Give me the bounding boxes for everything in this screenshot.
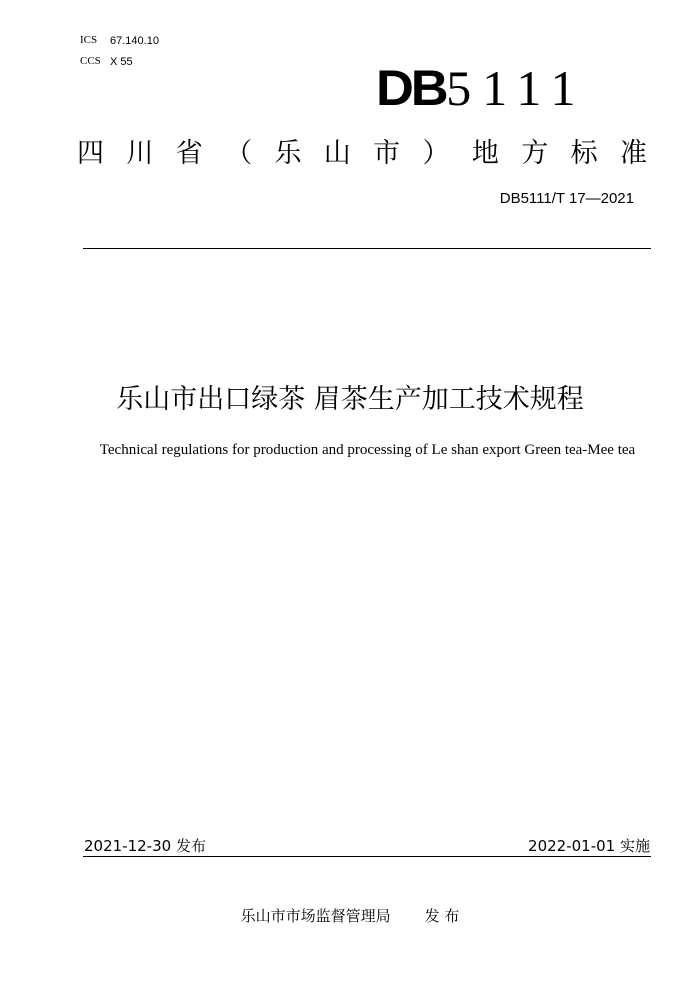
org-title-char: （ [225, 138, 253, 169]
db-logo [376, 62, 587, 114]
org-title-char: 市 [373, 138, 401, 169]
org-title-char: 方 [521, 138, 549, 169]
top-divider [83, 248, 651, 249]
org-title-char: 川 [126, 138, 154, 169]
publisher-line [0, 905, 700, 926]
org-title-char: 省 [175, 138, 203, 169]
org-title-char: 山 [323, 138, 351, 169]
ccs-value: X 55 [110, 56, 133, 68]
org-title-char: 标 [570, 138, 598, 169]
implement-date: 2022-01-01 实施 [528, 837, 650, 855]
publisher-name: 乐山市市场监督管理局 [240, 907, 391, 925]
org-title-char: ） [422, 138, 450, 169]
standard-number: DB5111/T 17—2021 [499, 190, 634, 207]
document-title-en: Technical regulations for production and processing of Le shan export Green tea-Mee tea [99, 442, 636, 458]
document-title-cn: 乐山市出口绿茶 眉茶生产加工技术规程 [116, 384, 584, 415]
db-logo-number: 5111 [446, 60, 587, 116]
org-title-char: 四 [77, 138, 104, 169]
ics-label: ICS [80, 34, 98, 46]
ics-value: 67.140.10 [110, 35, 159, 47]
org-title-char: 准 [619, 138, 647, 169]
ccs-label: CCS [80, 55, 101, 67]
org-title-char: 乐 [274, 138, 302, 169]
org-title [77, 136, 647, 172]
db-logo-prefix: DB [376, 60, 446, 116]
org-title-char: 地 [471, 138, 499, 169]
release-date: 2021-12-30 发布 [84, 837, 206, 855]
bottom-divider [83, 856, 651, 857]
publisher-action: 发 布 [424, 907, 460, 925]
